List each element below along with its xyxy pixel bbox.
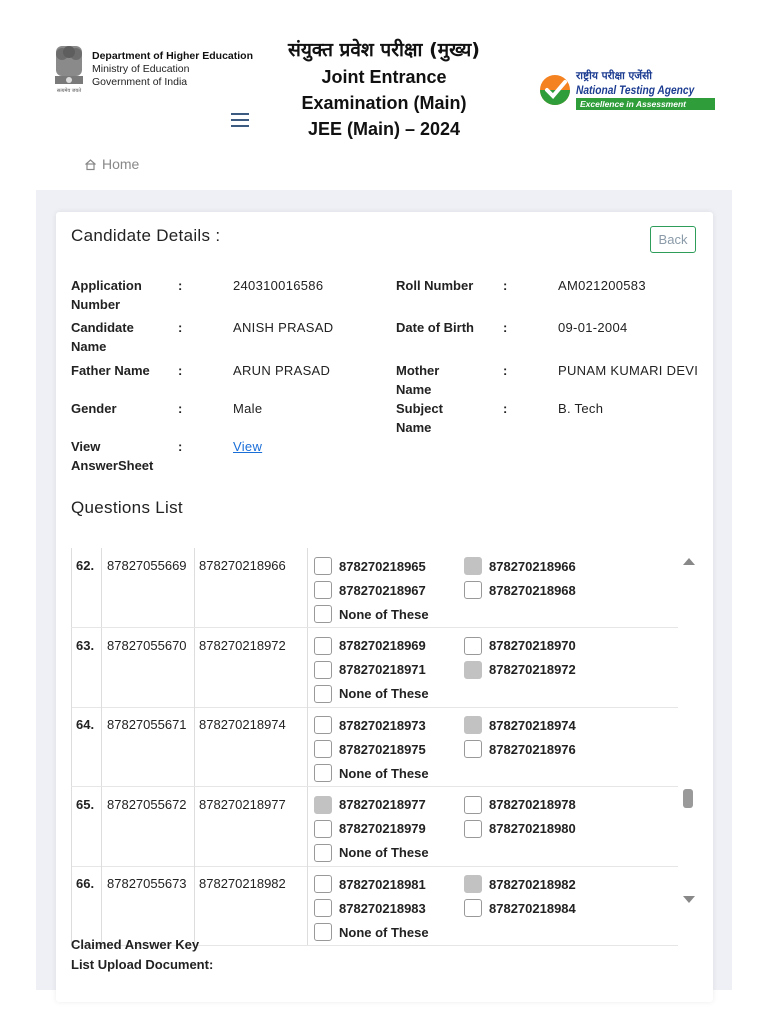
options-cell — [307, 707, 679, 786]
government-name: Government of India — [92, 76, 188, 88]
question-number-cell — [71, 707, 101, 786]
question-row — [71, 787, 678, 867]
questions-list-title: Questions List — [71, 498, 183, 517]
option-label: None of These — [339, 686, 429, 701]
option-label: 878270218983 — [339, 900, 426, 916]
colon: : — [178, 278, 183, 293]
option-checkbox[interactable] — [464, 637, 482, 655]
scroll-down-arrow-icon[interactable] — [683, 896, 695, 903]
option-label: 878270218965 — [339, 558, 426, 574]
option-label: 878270218976 — [489, 741, 576, 757]
option-label: 878270218972 — [489, 662, 576, 677]
correct-option-id: 878270218982 — [199, 876, 286, 891]
nta-english-name: National Testing Agency — [576, 83, 695, 97]
question-number: 62. — [76, 558, 95, 573]
answer-option[interactable] — [314, 605, 429, 623]
answer-option[interactable] — [464, 796, 576, 814]
candidate-details-title: Candidate Details : — [71, 226, 221, 245]
options-cell — [307, 787, 679, 866]
home-icon — [84, 158, 97, 171]
option-label: 878270218974 — [489, 717, 576, 733]
option-checkbox[interactable] — [464, 875, 482, 893]
ministry-name: Ministry of Education — [92, 63, 190, 75]
option-label: 878270218981 — [339, 876, 426, 892]
exam-title-line-3: JEE (Main) – 2024 — [307, 119, 461, 139]
correct-option-id: 878270218966 — [199, 558, 286, 573]
answer-option[interactable] — [314, 716, 426, 734]
question-id-cell — [101, 866, 194, 945]
answer-option[interactable] — [464, 661, 576, 679]
answer-option[interactable] — [464, 557, 576, 575]
nta-hindi-name: राष्ट्रीय परीक्षा एजेंसी — [576, 70, 652, 82]
option-label: 878270218977 — [339, 797, 426, 812]
option-checkbox[interactable] — [464, 581, 482, 599]
scroll-up-arrow-icon[interactable] — [683, 558, 695, 565]
colon: : — [503, 320, 508, 335]
dept-name: Department of Higher Education — [92, 50, 254, 62]
option-checkbox[interactable] — [314, 764, 332, 782]
exam-title-line-1: Joint Entrance — [321, 67, 447, 87]
option-checkbox[interactable] — [314, 637, 332, 655]
colon: : — [178, 439, 183, 454]
option-checkbox[interactable] — [314, 875, 332, 893]
colon: : — [503, 401, 508, 416]
candidate-name-value: ANISH PRASAD — [233, 320, 334, 335]
view-answersheet-label: View AnswerSheet — [71, 439, 154, 473]
options-cell — [307, 548, 679, 627]
answer-option[interactable] — [314, 899, 426, 917]
questions-table[interactable] — [71, 548, 678, 940]
correct-option-id: 878270218972 — [199, 637, 286, 653]
answer-option[interactable] — [464, 820, 576, 838]
answer-option[interactable] — [314, 661, 426, 679]
answer-option[interactable] — [314, 557, 426, 575]
question-number: 63. — [76, 637, 95, 653]
exam-title-hindi: संयुक्त प्रवेश परीक्षा (मुख्य) — [288, 39, 480, 61]
question-id-cell — [101, 787, 194, 866]
option-label: 878270218967 — [339, 582, 426, 598]
option-label: 878270218968 — [489, 582, 576, 598]
correct-option-id-cell — [194, 707, 307, 786]
option-label: 878270218978 — [489, 797, 576, 812]
question-id: 87827055671 — [107, 717, 187, 732]
question-number: 66. — [76, 876, 95, 891]
father-name-label: Father Name — [71, 363, 150, 378]
nta-tagline: Excellence in Assessment — [576, 98, 715, 110]
option-checkbox[interactable] — [314, 605, 332, 623]
answer-option[interactable] — [464, 581, 576, 599]
question-id-cell — [101, 548, 194, 627]
option-label: 878270218971 — [339, 662, 426, 677]
question-row — [71, 548, 678, 628]
candidate-name-label: Candidate Name — [71, 320, 134, 354]
answer-option[interactable] — [314, 685, 429, 703]
answer-option[interactable] — [314, 820, 426, 838]
correct-option-id: 878270218977 — [199, 796, 286, 812]
option-label: 878270218973 — [339, 717, 426, 733]
question-number-cell — [71, 787, 101, 866]
option-checkbox[interactable] — [464, 716, 482, 734]
svg-text:सत्यमेव जयते: सत्यमेव जयते — [56, 88, 82, 94]
option-label: 878270218982 — [489, 876, 576, 892]
mother-name-value: PUNAM KUMARI DEVI — [558, 363, 699, 378]
roll-number-value: AM021200583 — [558, 278, 646, 293]
question-row — [71, 866, 678, 946]
answer-option[interactable] — [464, 740, 576, 758]
dob-label: Date of Birth — [396, 320, 474, 335]
nta-logo[interactable] — [538, 70, 715, 110]
question-number-cell — [71, 548, 101, 627]
questions-scrollbar[interactable] — [680, 548, 696, 916]
answer-option[interactable] — [464, 716, 576, 734]
gender-value: Male — [233, 401, 263, 416]
father-name-value: ARUN PRASAD — [233, 363, 331, 378]
subject-name-label: Subject Name — [396, 401, 443, 435]
option-checkbox[interactable] — [314, 740, 332, 758]
question-number-cell — [71, 628, 101, 707]
application-number-label: Application Number — [71, 278, 142, 312]
breadcrumb[interactable] — [84, 156, 139, 172]
answer-option[interactable] — [314, 796, 426, 814]
answer-option[interactable] — [314, 740, 426, 758]
option-label: 878270218975 — [339, 741, 426, 757]
question-id: 87827055669 — [107, 558, 187, 573]
question-number: 65. — [76, 796, 95, 812]
option-checkbox[interactable] — [314, 899, 332, 917]
candidate-card — [56, 212, 713, 1002]
colon: : — [503, 363, 508, 378]
option-checkbox[interactable] — [464, 740, 482, 758]
mother-name-label: Mother Name — [396, 363, 440, 397]
option-label: 878270218979 — [339, 821, 426, 836]
dob-value: 09-01-2004 — [558, 320, 628, 335]
option-checkbox[interactable] — [314, 716, 332, 734]
gender-label: Gender — [71, 401, 117, 416]
scrollbar-thumb[interactable] — [683, 789, 693, 808]
correct-option-id-cell — [194, 628, 307, 707]
question-row — [71, 628, 678, 708]
option-label: None of These — [339, 606, 429, 622]
question-id-cell — [101, 628, 194, 707]
correct-option-id-cell — [194, 866, 307, 945]
application-number-value: 240310016586 — [233, 278, 324, 293]
back-button[interactable]: Back — [650, 226, 696, 253]
answer-option[interactable] — [464, 899, 576, 917]
answer-option[interactable] — [314, 844, 429, 862]
answer-option[interactable] — [464, 637, 576, 655]
correct-option-id-cell — [194, 787, 307, 866]
option-checkbox[interactable] — [464, 820, 482, 838]
correct-option-id-cell — [194, 548, 307, 627]
correct-option-id: 878270218974 — [199, 717, 286, 732]
option-label: 878270218966 — [489, 558, 576, 574]
option-checkbox[interactable] — [314, 820, 332, 838]
answer-option[interactable] — [314, 764, 429, 782]
option-label: None of These — [339, 765, 429, 781]
question-id-cell — [101, 707, 194, 786]
option-label: 878270218970 — [489, 638, 576, 653]
option-checkbox[interactable] — [314, 844, 332, 862]
colon: : — [503, 278, 508, 293]
answer-option[interactable] — [314, 923, 429, 941]
option-label: 878270218969 — [339, 638, 426, 653]
exam-title — [264, 36, 504, 142]
option-label: 878270218980 — [489, 821, 576, 836]
subject-name-value: B. Tech — [558, 401, 604, 416]
answer-option[interactable] — [314, 637, 426, 655]
option-checkbox[interactable] — [314, 923, 332, 941]
roll-number-label: Roll Number — [396, 278, 474, 293]
colon: : — [178, 363, 183, 378]
nta-check-icon — [538, 73, 572, 107]
view-answersheet-link[interactable]: View — [233, 439, 263, 454]
answer-option[interactable] — [314, 581, 426, 599]
question-number-cell — [71, 866, 101, 945]
option-checkbox[interactable] — [314, 557, 332, 575]
question-id: 87827055673 — [107, 876, 187, 891]
answer-option[interactable] — [464, 875, 576, 893]
option-label: None of These — [339, 845, 429, 860]
option-checkbox[interactable] — [464, 899, 482, 917]
site-header — [0, 0, 768, 190]
option-label: None of These — [339, 924, 429, 940]
option-checkbox[interactable] — [314, 581, 332, 599]
option-checkbox[interactable] — [464, 661, 482, 679]
option-checkbox[interactable] — [314, 796, 332, 814]
goi-logo[interactable] — [50, 42, 253, 96]
option-label: 878270218984 — [489, 900, 576, 916]
question-row — [71, 707, 678, 787]
menu-hamburger-icon[interactable] — [231, 113, 249, 127]
option-checkbox[interactable] — [464, 796, 482, 814]
breadcrumb-home[interactable]: Home — [102, 156, 140, 172]
claimed-answer-key-label: Claimed Answer Key — [71, 937, 200, 952]
exam-title-line-2: Examination (Main) — [301, 93, 467, 113]
national-emblem-icon — [50, 42, 88, 96]
colon: : — [178, 401, 183, 416]
options-cell — [307, 866, 679, 945]
question-id: 87827055670 — [107, 637, 187, 653]
question-number: 64. — [76, 717, 95, 732]
question-id: 87827055672 — [107, 796, 187, 812]
colon: : — [178, 320, 183, 335]
option-checkbox[interactable] — [314, 685, 332, 703]
option-checkbox[interactable] — [464, 557, 482, 575]
list-upload-document-label: List Upload Document: — [71, 957, 214, 972]
answer-option[interactable] — [314, 875, 426, 893]
option-checkbox[interactable] — [314, 661, 332, 679]
options-cell — [307, 628, 679, 707]
